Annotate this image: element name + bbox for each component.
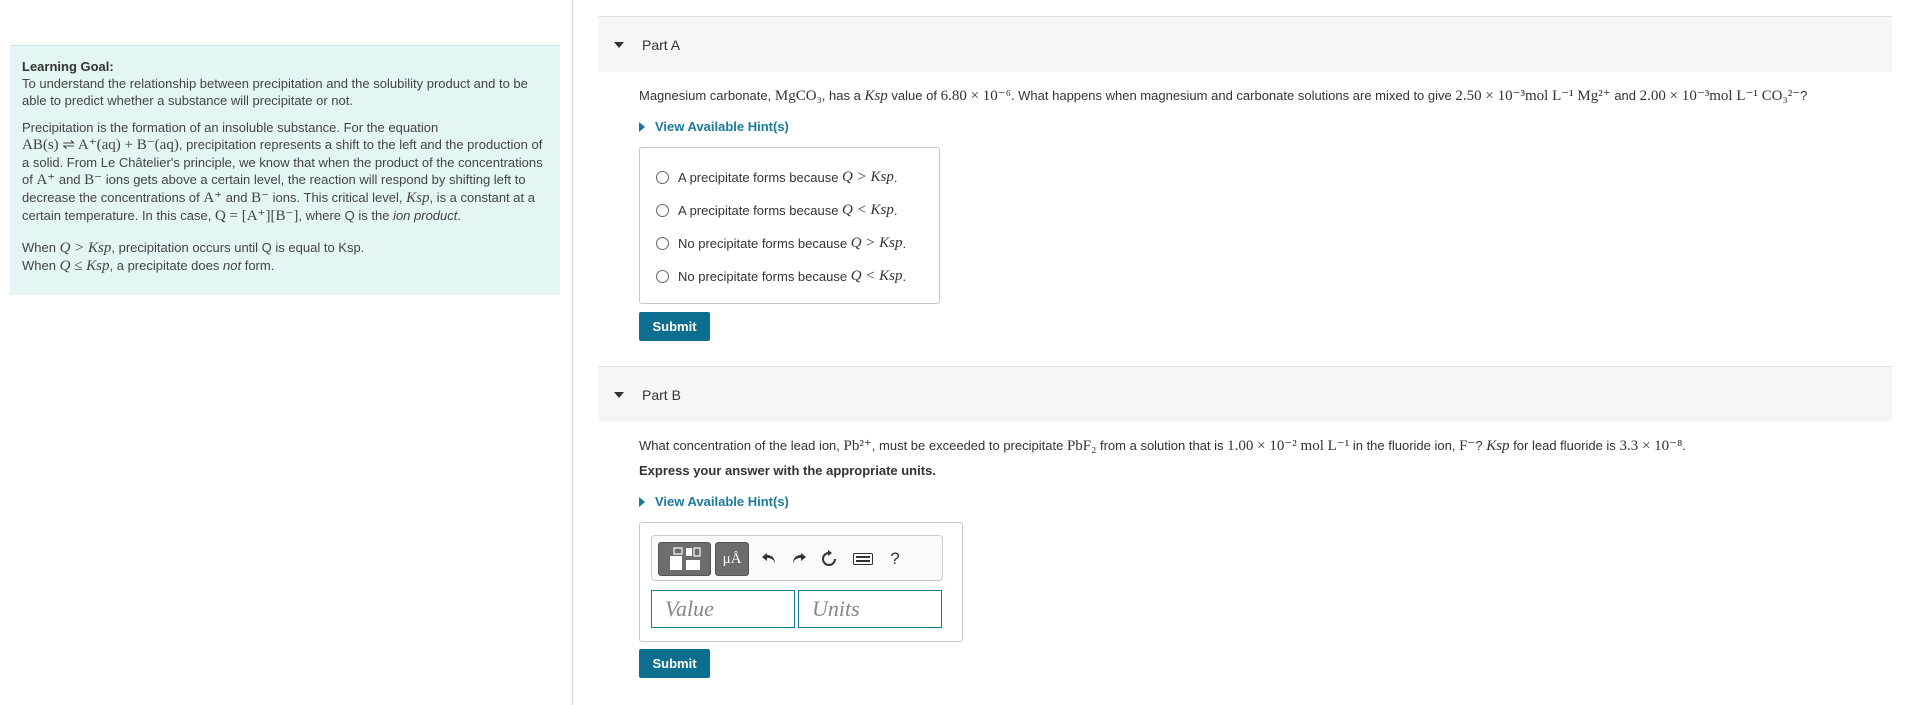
choice-option[interactable]: No precipitate forms because Q > Ksp . [656,235,906,252]
ksp-value: 3.3 × 10⁻⁸ [1619,438,1683,454]
learning-goal-text: To understand the relationship between precipitation and the solubility product and to be able to predict whether a substance will precipitate or not. [22,76,528,108]
text-span: , has a [821,88,861,103]
text-span: from a solution that is [1099,438,1224,453]
text-span: and [225,190,248,205]
ksp-symbol: Ksp [1486,438,1510,454]
learning-goal-box [10,45,560,295]
choice-condition: Q > Ksp [850,235,903,251]
text-span: , a precipitate does [109,258,220,273]
ksp-symbol: Ksp [864,88,888,104]
text-span: ? [1475,438,1483,453]
keyboard-icon[interactable] [850,542,876,576]
learning-goal-title: Learning Goal: [22,59,114,74]
units-button[interactable]: μÅ [715,542,749,576]
part-b-header[interactable] [598,366,1892,422]
collapse-caret-icon[interactable] [614,392,624,398]
text-span: form. [244,258,275,273]
collapse-caret-icon[interactable] [614,42,624,48]
fluoride-concentration: 1.00 × 10⁻² mol L⁻¹ [1227,438,1350,454]
carbonate-concentration: 2.00 × 10⁻³mol L⁻¹ CO₃²⁻ [1639,88,1801,104]
part-b-submit-button[interactable]: Submit [639,649,710,678]
text-span: for lead fluoride is [1513,438,1616,453]
precipitation-rules [22,239,548,275]
text-span: , precipitation occurs until Q is equal to Ksp. [111,240,365,255]
undo-icon[interactable] [756,542,782,576]
part-b-title: Part B [642,386,681,403]
text-span: Magnesium carbonate, [639,88,772,103]
text-span: ions gets above a certain level, the reaction will respond by shifting left to decrease the concentrations of [22,172,526,205]
units-input[interactable] [798,590,942,628]
text-span: , is a constant at a certain temperature. In this case, [22,190,535,223]
part-a-header[interactable] [598,16,1892,72]
choice-option[interactable]: No precipitate forms because Q < Ksp . [656,268,906,285]
value-input[interactable] [651,590,795,628]
choice-text: No precipitate forms because [678,269,848,284]
text-span: value of [891,88,937,103]
answer-instructions: Express your answer with the appropriate units. [639,463,936,478]
text-span: ions. This critical level, [272,190,403,205]
text-span: , where Q is the [298,208,390,223]
hint-label: View Available Hint(s) [655,119,789,134]
text-span: , precipitation represents a shift to the left and the production of a solid. From Le Châtelier's principle, we know that when the product of the concentrations of [22,137,543,187]
not-emphasis: not [223,258,242,273]
choice-condition: Q > Ksp [842,169,894,185]
hint-label: View Available Hint(s) [655,494,789,509]
redo-icon[interactable] [786,542,812,576]
reset-icon[interactable] [816,542,842,576]
magnesium-concentration: 2.50 × 10⁻³mol L⁻¹ Mg²⁺ [1455,88,1611,104]
left-pane [0,0,573,705]
radio-button-icon[interactable] [656,171,669,184]
help-button[interactable]: ? [890,549,900,568]
text-span: and [1614,88,1637,103]
part-a-title: Part A [642,36,681,53]
part-a-question [639,86,1807,105]
choice-text: No precipitate forms because [678,236,848,251]
part-a-submit-button[interactable]: Submit [639,312,710,341]
text-span: When [22,258,56,273]
choice-option[interactable]: A precipitate forms because Q < Ksp . [656,202,897,219]
ion-product-term: ion product [393,208,458,223]
answer-box [639,522,963,642]
ksp-value: 6.80 × 10⁻⁶ [940,88,1011,104]
templates-button[interactable] [658,542,711,576]
text-span: What concentration of the lead ion, [639,438,840,453]
part-b-hint-link[interactable] [639,494,789,509]
learning-goal-intro [22,58,548,109]
lead-fluoride-formula: PbF₂ [1066,438,1097,454]
text-span: . [1682,438,1686,453]
ion-b-minus: B⁻ [251,190,270,206]
text-span: When [22,240,56,255]
part-a-hint-link[interactable] [639,119,789,134]
text-span: . What happens when magnesium and carbonate solutions are mixed to give [1010,88,1452,103]
choice-condition: Q < Ksp [850,268,903,284]
fluoride-ion: F⁻ [1459,438,1476,454]
rule1-condition: Q > Ksp [59,240,112,256]
expand-caret-icon [639,497,645,507]
choice-text: A precipitate forms because [678,203,839,218]
part-b-question [639,436,1686,455]
text-span: in the fluoride ion, [1352,438,1456,453]
radio-button-icon[interactable] [656,270,669,283]
rule2-condition: Q ≤ Ksp [59,258,110,274]
radio-button-icon[interactable] [656,204,669,217]
text-span: Precipitation is the formation of an insoluble substance. For the equation [22,120,439,135]
ksp-symbol: Ksp [406,190,430,206]
text-span: . [457,208,462,223]
templates-icon [668,546,702,572]
expand-caret-icon [639,122,645,132]
text-span: , must be exceeded to precipitate [871,438,1064,453]
dissolution-equation: AB(s) ⇌ A⁺(aq) + B⁻(aq) [22,137,179,153]
magnesium-carbonate-formula: MgCO₃ [774,88,822,104]
ion-b-minus: B⁻ [84,172,103,188]
part-a-choices [639,147,940,304]
choice-text: A precipitate forms because [678,170,839,185]
choice-condition: Q < Ksp [842,202,894,218]
text-span: and [58,172,81,187]
precipitation-paragraph [22,119,548,225]
text-span: ? [1800,88,1808,103]
ion-a-plus: A⁺ [36,172,56,188]
choice-option[interactable]: A precipitate forms because Q > Ksp . [656,169,897,186]
ion-product-equation: Q = [A⁺][B⁻] [214,208,299,224]
ion-a-plus: A⁺ [203,190,223,206]
lead-ion: Pb²⁺ [843,438,872,454]
math-toolbar [651,535,943,581]
radio-button-icon[interactable] [656,237,669,250]
